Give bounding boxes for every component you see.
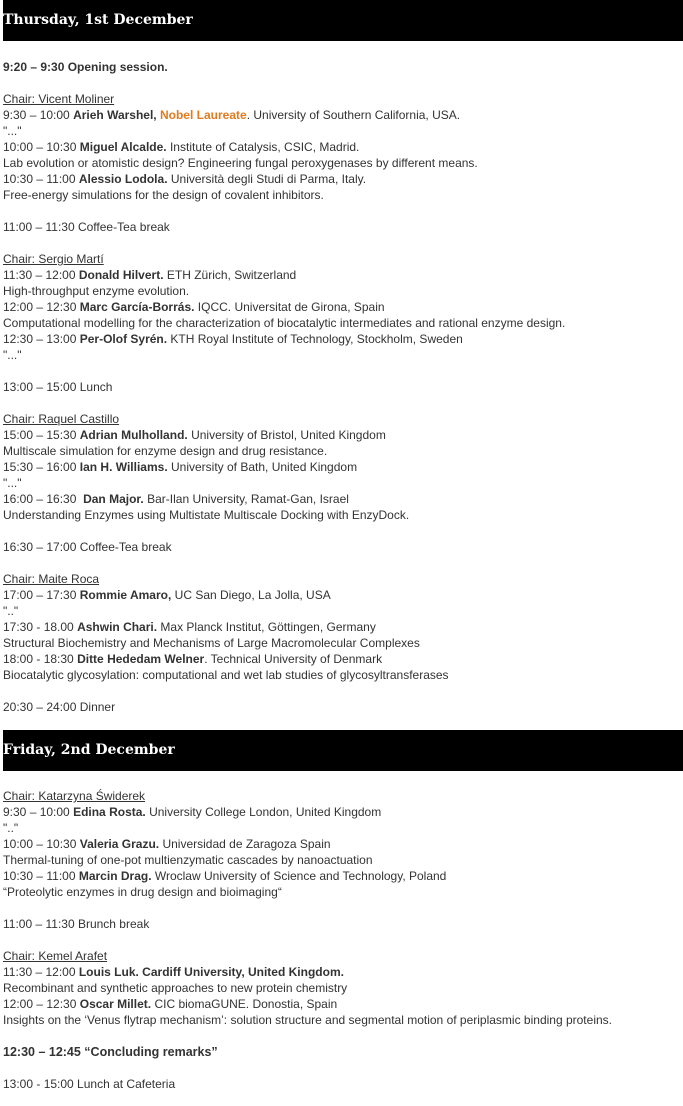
talk-warshel: 9:30 – 10:00 Arieh Warshel, Nobel Laureate. University of Southern California, USA. bbox=[3, 108, 461, 122]
talk-title: High-throughput enzyme evolution. bbox=[3, 284, 190, 298]
talk-rosta: 9:30 – 10:00 Edina Rosta. University College London, United Kingdom bbox=[3, 805, 382, 819]
opening-session: 9:20 – 9:30 Opening session. bbox=[3, 60, 168, 74]
chair-session-2: Chair: Sergio Martí bbox=[3, 252, 104, 266]
coffee-break-1: 11:00 – 11:30 Coffee-Tea break bbox=[3, 220, 170, 234]
talk-title: ".." bbox=[3, 604, 19, 618]
coffee-break-2: 16:30 – 17:00 Coffee-Tea break bbox=[3, 540, 172, 554]
chair-session-3: Chair: Raquel Castillo bbox=[3, 412, 120, 426]
talk-title: Lab evolution or atomistic design? Engineering fungal peroxygenases by different means. bbox=[3, 156, 478, 170]
talk-title: ".." bbox=[3, 821, 19, 835]
chair-session-1: Chair: Vicent Moliner bbox=[3, 92, 115, 106]
nobel-badge: Nobel Laureate bbox=[159, 108, 247, 122]
chair-session-4: Chair: Maite Roca bbox=[3, 572, 100, 586]
talk-garcia-borras: 12:00 – 12:30 Marc García-Borrás. IQCC. Universitat de Girona, Spain bbox=[3, 300, 385, 314]
talk-title: Free-energy simulations for the design of covalent inhibitors. bbox=[3, 188, 324, 202]
talk-title: "..." bbox=[3, 476, 22, 490]
talk-drag: 10:30 – 11:00 Marcin Drag. Wroclaw University of Science and Technology, Poland bbox=[3, 869, 447, 883]
lunch: 13:00 – 15:00 Lunch bbox=[3, 380, 113, 394]
talk-syren: 12:30 – 13:00 Per-Olof Syrén. KTH Royal Institute of Technology, Stockholm, Sweden bbox=[3, 332, 463, 346]
talk-mulholland: 15:00 – 15:30 Adrian Mulholland. University of Bristol, United Kingdom bbox=[3, 428, 386, 442]
talk-major: 16:00 – 16:30 Dan Major. Bar-Ilan University, Ramat-Gan, Israel bbox=[3, 492, 349, 506]
talk-welner: 18:00 - 18:30 Ditte Hededam Welner. Technical University of Denmark bbox=[3, 652, 383, 666]
talk-title: "..." bbox=[3, 348, 22, 362]
chair-session-5: Chair: Katarzyna Świderek bbox=[3, 789, 146, 803]
talk-lodola: 10:30 – 11:00 Alessio Lodola. Università degli Studi di Parma, Italy. bbox=[3, 172, 367, 186]
talk-luk: 11:30 – 12:00 Louis Luk. Cardiff University, United Kingdom. bbox=[3, 965, 344, 979]
talk-amaro: 17:00 – 17:30 Rommie Amaro, UC San Diego, La Jolla, USA bbox=[3, 588, 331, 602]
day2-header: Friday, 2nd December bbox=[3, 730, 683, 771]
talk-title: Thermal-tuning of one-pot multienzymatic cascades by nanoactuation bbox=[3, 853, 373, 867]
talk-title: Understanding Enzymes using Multistate Multiscale Docking with EnzyDock. bbox=[3, 508, 410, 522]
talk-hilvert: 11:30 – 12:00 Donald Hilvert. ETH Zürich, Switzerland bbox=[3, 268, 297, 282]
talk-alcalde: 10:00 – 10:30 Miguel Alcalde. Institute of Catalysis, CSIC, Madrid. bbox=[3, 140, 360, 154]
talk-title: "..." bbox=[3, 124, 22, 138]
concluding-remarks: 12:30 – 12:45 “Concluding remarks” bbox=[3, 1045, 218, 1059]
talk-title: “Proteolytic enzymes in drug design and bioimaging“ bbox=[3, 885, 282, 899]
lunch-cafeteria: 13:00 - 15:00 Lunch at Cafeteria bbox=[3, 1077, 176, 1091]
talk-title: Insights on the ‘Venus flytrap mechanism’: solution structure and segmental motion of periplasmic binding proteins. bbox=[3, 1013, 612, 1027]
talk-millet: 12:00 – 12:30 Oscar Millet. CIC biomaGUNE. Donostia, Spain bbox=[3, 997, 338, 1011]
talk-title: Multiscale simulation for enzyme design and drug resistance. bbox=[3, 444, 328, 458]
talk-title: Recombinant and synthetic approaches to new protein chemistry bbox=[3, 981, 348, 995]
talk-title: Structural Biochemistry and Mechanisms of Large Macromolecular Complexes bbox=[3, 636, 420, 650]
talk-title: Computational modelling for the characterization of biocatalytic intermediates and rational enzyme design. bbox=[3, 316, 566, 330]
talk-williams: 15:30 – 16:00 Ian H. Williams. University of Bath, United Kingdom bbox=[3, 460, 358, 474]
talk-title: Biocatalytic glycosylation: computational and wet lab studies of glycosyltransferases bbox=[3, 668, 449, 682]
brunch-break: 11:00 – 11:30 Brunch break bbox=[3, 917, 150, 931]
day1-header: Thursday, 1st December bbox=[3, 0, 683, 41]
talk-chari: 17:30 - 18.00 Ashwin Chari. Max Planck Institut, Göttingen, Germany bbox=[3, 620, 376, 634]
dinner: 20:30 – 24:00 Dinner bbox=[3, 700, 116, 714]
talk-grazu: 10:00 – 10:30 Valeria Grazu. Universidad de Zaragoza Spain bbox=[3, 837, 331, 851]
chair-session-6: Chair: Kemel Arafet bbox=[3, 949, 108, 963]
